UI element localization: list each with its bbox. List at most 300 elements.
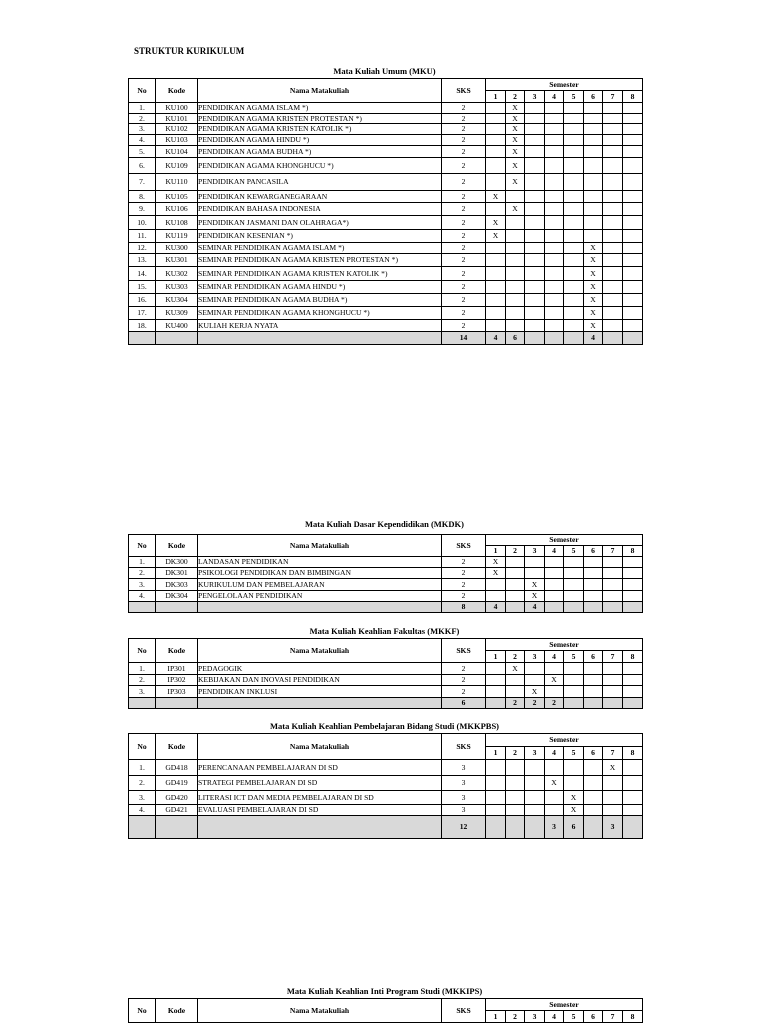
total-semester-5 <box>564 698 584 709</box>
table-row <box>129 663 643 675</box>
curriculum-table <box>128 638 643 709</box>
semester-cell-4 <box>545 557 564 568</box>
semester-header: Semester <box>486 734 643 747</box>
semester-header: Semester <box>486 79 643 91</box>
total-blank <box>156 602 198 613</box>
row-no: 2. <box>129 776 156 791</box>
total-semester-4: 3 <box>545 816 564 839</box>
semester-number-3: 3 <box>525 1011 545 1023</box>
semester-cell-1 <box>486 281 506 294</box>
row-kode: KU304 <box>156 294 198 307</box>
row-kode: IP302 <box>156 675 198 686</box>
semester-cell-4 <box>545 294 564 307</box>
semester-cell-3 <box>525 103 545 114</box>
row-no: 3. <box>129 124 156 135</box>
total-semester-2: 6 <box>506 332 525 345</box>
row-sks: 3 <box>442 791 486 805</box>
total-semester-1 <box>486 816 506 839</box>
semester-number-7: 7 <box>603 1011 623 1023</box>
semester-cell-4 <box>545 146 564 158</box>
total-row <box>129 602 643 613</box>
semester-cell-7 <box>603 791 623 805</box>
semester-mark: X <box>584 267 603 281</box>
row-nama: PENGELOLAAN PENDIDIKAN <box>198 591 442 602</box>
row-kode: KU110 <box>156 174 198 191</box>
semester-cell-6 <box>584 135 603 146</box>
table-row <box>129 216 643 230</box>
semester-cell-8 <box>623 146 643 158</box>
semester-number-1: 1 <box>486 651 506 663</box>
row-nama: KULIAH KERJA NYATA <box>198 320 442 332</box>
semester-cell-7 <box>603 281 623 294</box>
row-sks: 2 <box>442 686 486 698</box>
semester-cell-6 <box>584 663 603 675</box>
semester-number-4: 4 <box>545 1011 564 1023</box>
table-row <box>129 191 643 203</box>
row-kode: DK304 <box>156 591 198 602</box>
semester-cell-7 <box>603 805 623 816</box>
row-nama: PENDIDIKAN INKLUSI <box>198 686 442 698</box>
semester-cell-2 <box>506 675 525 686</box>
semester-cell-3 <box>525 281 545 294</box>
sks-header: SKS <box>442 535 486 557</box>
row-no: 2. <box>129 568 156 579</box>
semester-cell-1 <box>486 203 506 216</box>
semester-cell-8 <box>623 135 643 146</box>
table-row <box>129 230 643 243</box>
semester-cell-4 <box>545 281 564 294</box>
semester-mark: X <box>584 294 603 307</box>
table-row <box>129 805 643 816</box>
semester-number-7: 7 <box>603 91 623 103</box>
semester-cell-2 <box>506 557 525 568</box>
semester-cell-4 <box>545 124 564 135</box>
total-sks: 12 <box>442 816 486 839</box>
semester-number-3: 3 <box>525 546 545 557</box>
semester-cell-6 <box>584 760 603 776</box>
semester-cell-4 <box>545 307 564 320</box>
semester-cell-8 <box>623 591 643 602</box>
semester-mark: X <box>525 591 545 602</box>
semester-cell-1 <box>486 760 506 776</box>
header-row <box>129 639 643 651</box>
semester-cell-7 <box>603 663 623 675</box>
row-nama: SEMINAR PENDIDIKAN AGAMA KRISTEN KATOLIK *) <box>198 267 442 281</box>
table-row <box>129 320 643 332</box>
semester-cell-3 <box>525 320 545 332</box>
semester-cell-8 <box>623 124 643 135</box>
row-kode: IP303 <box>156 686 198 698</box>
row-sks: 2 <box>442 281 486 294</box>
semester-mark: X <box>506 663 525 675</box>
semester-cell-6 <box>584 203 603 216</box>
semester-cell-8 <box>623 243 643 254</box>
semester-cell-8 <box>623 174 643 191</box>
semester-cell-8 <box>623 675 643 686</box>
semester-cell-2 <box>506 776 525 791</box>
semester-cell-5 <box>564 294 584 307</box>
semester-mark: X <box>506 124 525 135</box>
semester-cell-2 <box>506 760 525 776</box>
no-header: No <box>129 999 156 1023</box>
semester-cell-1 <box>486 791 506 805</box>
total-blank <box>198 698 442 709</box>
row-kode: DK303 <box>156 579 198 591</box>
semester-cell-2 <box>506 579 525 591</box>
total-semester-8 <box>623 816 643 839</box>
table-row <box>129 243 643 254</box>
row-sks: 2 <box>442 254 486 267</box>
semester-number-4: 4 <box>545 747 564 760</box>
curriculum-table <box>128 78 643 345</box>
sks-header: SKS <box>442 999 486 1023</box>
row-no: 4. <box>129 135 156 146</box>
semester-cell-7 <box>603 243 623 254</box>
semester-cell-5 <box>564 124 584 135</box>
semester-cell-6 <box>584 805 603 816</box>
semester-cell-2 <box>506 568 525 579</box>
row-kode: KU100 <box>156 103 198 114</box>
semester-mark: X <box>525 579 545 591</box>
semester-cell-1 <box>486 307 506 320</box>
row-nama: PENDIDIKAN KESENIAN *) <box>198 230 442 243</box>
semester-cell-8 <box>623 254 643 267</box>
semester-mark: X <box>486 191 506 203</box>
semester-cell-5 <box>564 267 584 281</box>
row-nama: SEMINAR PENDIDIKAN AGAMA ISLAM *) <box>198 243 442 254</box>
row-kode: KU309 <box>156 307 198 320</box>
semester-mark: X <box>506 103 525 114</box>
semester-cell-2 <box>506 591 525 602</box>
semester-cell-6 <box>584 557 603 568</box>
semester-cell-3 <box>525 203 545 216</box>
semester-cell-3 <box>525 791 545 805</box>
row-kode: GD419 <box>156 776 198 791</box>
semester-cell-5 <box>564 203 584 216</box>
total-semester-4 <box>545 332 564 345</box>
semester-mark: X <box>506 203 525 216</box>
row-no: 10. <box>129 216 156 230</box>
row-kode: KU303 <box>156 281 198 294</box>
row-no: 2. <box>129 114 156 124</box>
total-semester-7 <box>603 698 623 709</box>
semester-cell-4 <box>545 216 564 230</box>
semester-cell-5 <box>564 675 584 686</box>
curriculum-table <box>128 998 643 1023</box>
row-sks: 3 <box>442 805 486 816</box>
semester-cell-4 <box>545 760 564 776</box>
semester-cell-6 <box>584 146 603 158</box>
total-blank <box>156 332 198 345</box>
semester-mark: X <box>584 307 603 320</box>
semester-mark: X <box>545 776 564 791</box>
semester-cell-2 <box>506 191 525 203</box>
table-row <box>129 557 643 568</box>
total-semester-5 <box>564 602 584 613</box>
total-semester-6: 4 <box>584 332 603 345</box>
semester-number-7: 7 <box>603 546 623 557</box>
semester-cell-1 <box>486 103 506 114</box>
total-semester-2 <box>506 602 525 613</box>
semester-number-3: 3 <box>525 91 545 103</box>
semester-cell-4 <box>545 568 564 579</box>
semester-cell-7 <box>603 216 623 230</box>
semester-mark: X <box>545 675 564 686</box>
semester-cell-2 <box>506 805 525 816</box>
row-no: 3. <box>129 686 156 698</box>
semester-mark: X <box>486 216 506 230</box>
row-no: 1. <box>129 103 156 114</box>
semester-cell-6 <box>584 124 603 135</box>
semester-cell-1 <box>486 294 506 307</box>
row-no: 13. <box>129 254 156 267</box>
row-no: 3. <box>129 579 156 591</box>
semester-cell-5 <box>564 307 584 320</box>
semester-cell-8 <box>623 158 643 174</box>
table-row <box>129 686 643 698</box>
semester-mark: X <box>506 174 525 191</box>
semester-cell-4 <box>545 320 564 332</box>
semester-cell-8 <box>623 663 643 675</box>
table-row <box>129 675 643 686</box>
semester-number-8: 8 <box>623 651 643 663</box>
semester-header: Semester <box>486 999 643 1011</box>
semester-cell-5 <box>564 174 584 191</box>
semester-cell-3 <box>525 114 545 124</box>
semester-cell-3 <box>525 805 545 816</box>
row-nama: SEMINAR PENDIDIKAN AGAMA BUDHA *) <box>198 294 442 307</box>
semester-cell-7 <box>603 320 623 332</box>
semester-mark: X <box>603 760 623 776</box>
total-blank <box>198 332 442 345</box>
total-blank <box>198 602 442 613</box>
row-nama: PENDIDIKAN AGAMA ISLAM *) <box>198 103 442 114</box>
semester-cell-7 <box>603 230 623 243</box>
semester-cell-3 <box>525 568 545 579</box>
table-row <box>129 103 643 114</box>
semester-cell-5 <box>564 216 584 230</box>
no-header: No <box>129 535 156 557</box>
semester-cell-7 <box>603 191 623 203</box>
total-semester-1: 4 <box>486 332 506 345</box>
semester-cell-5 <box>564 146 584 158</box>
kode-header: Kode <box>156 535 198 557</box>
total-semester-6 <box>584 698 603 709</box>
semester-cell-7 <box>603 307 623 320</box>
row-kode: KU106 <box>156 203 198 216</box>
semester-number-6: 6 <box>584 546 603 557</box>
sks-header: SKS <box>442 734 486 760</box>
row-no: 1. <box>129 557 156 568</box>
semester-cell-5 <box>564 320 584 332</box>
row-nama: PEDAGOGIK <box>198 663 442 675</box>
semester-cell-8 <box>623 103 643 114</box>
row-nama: PENDIDIKAN KEWARGANEGARAAN <box>198 191 442 203</box>
kode-header: Kode <box>156 999 198 1023</box>
table-row <box>129 135 643 146</box>
table-row <box>129 776 643 791</box>
semester-number-5: 5 <box>564 91 584 103</box>
semester-cell-1 <box>486 254 506 267</box>
semester-cell-5 <box>564 114 584 124</box>
semester-number-1: 1 <box>486 1011 506 1023</box>
semester-cell-6 <box>584 776 603 791</box>
section-title: Mata Kuliah Umum (MKU) <box>333 66 436 76</box>
semester-number-5: 5 <box>564 651 584 663</box>
row-kode: KU119 <box>156 230 198 243</box>
semester-cell-5 <box>564 103 584 114</box>
semester-cell-8 <box>623 568 643 579</box>
semester-cell-1 <box>486 663 506 675</box>
row-nama: PENDIDIKAN AGAMA BUDHA *) <box>198 146 442 158</box>
semester-cell-7 <box>603 686 623 698</box>
semester-cell-6 <box>584 158 603 174</box>
total-blank <box>129 816 156 839</box>
row-kode: GD420 <box>156 791 198 805</box>
semester-number-1: 1 <box>486 747 506 760</box>
semester-cell-5 <box>564 230 584 243</box>
semester-cell-4 <box>545 805 564 816</box>
total-semester-7 <box>603 332 623 345</box>
semester-mark: X <box>584 281 603 294</box>
semester-mark: X <box>564 805 584 816</box>
row-sks: 2 <box>442 103 486 114</box>
total-semester-1 <box>486 698 506 709</box>
semester-number-7: 7 <box>603 651 623 663</box>
table-row <box>129 591 643 602</box>
semester-number-3: 3 <box>525 651 545 663</box>
row-kode: GD421 <box>156 805 198 816</box>
semester-cell-4 <box>545 663 564 675</box>
table-row <box>129 146 643 158</box>
semester-cell-4 <box>545 591 564 602</box>
semester-cell-8 <box>623 216 643 230</box>
semester-cell-7 <box>603 124 623 135</box>
semester-cell-2 <box>506 307 525 320</box>
row-no: 12. <box>129 243 156 254</box>
row-no: 7. <box>129 174 156 191</box>
semester-cell-4 <box>545 203 564 216</box>
section-title: Mata Kuliah Keahlian Inti Program Studi (MKKIPS) <box>286 986 483 996</box>
semester-number-2: 2 <box>506 747 525 760</box>
header-row <box>129 734 643 747</box>
curriculum-table <box>128 733 643 839</box>
semester-cell-8 <box>623 267 643 281</box>
semester-cell-3 <box>525 174 545 191</box>
semester-number-5: 5 <box>564 1011 584 1023</box>
semester-cell-8 <box>623 307 643 320</box>
semester-number-2: 2 <box>506 651 525 663</box>
semester-cell-3 <box>525 267 545 281</box>
semester-cell-7 <box>603 103 623 114</box>
semester-cell-3 <box>525 243 545 254</box>
semester-number-2: 2 <box>506 546 525 557</box>
semester-cell-6 <box>584 568 603 579</box>
semester-cell-4 <box>545 267 564 281</box>
semester-cell-7 <box>603 557 623 568</box>
row-nama: PENDIDIKAN AGAMA KRISTEN KATOLIK *) <box>198 124 442 135</box>
total-semester-3: 4 <box>525 602 545 613</box>
semester-cell-7 <box>603 158 623 174</box>
semester-cell-7 <box>603 776 623 791</box>
semester-mark: X <box>486 230 506 243</box>
no-header: No <box>129 639 156 663</box>
nama-header: Nama Matakuliah <box>198 639 442 663</box>
semester-cell-8 <box>623 294 643 307</box>
row-sks: 2 <box>442 203 486 216</box>
row-kode: KU102 <box>156 124 198 135</box>
semester-number-6: 6 <box>584 1011 603 1023</box>
semester-number-1: 1 <box>486 91 506 103</box>
semester-cell-8 <box>623 760 643 776</box>
semester-cell-6 <box>584 579 603 591</box>
semester-cell-7 <box>603 294 623 307</box>
semester-number-5: 5 <box>564 747 584 760</box>
total-semester-3: 2 <box>525 698 545 709</box>
sks-header: SKS <box>442 79 486 103</box>
semester-cell-2 <box>506 267 525 281</box>
semester-cell-1 <box>486 135 506 146</box>
semester-cell-2 <box>506 254 525 267</box>
total-blank <box>198 816 442 839</box>
semester-number-6: 6 <box>584 651 603 663</box>
semester-cell-7 <box>603 267 623 281</box>
row-kode: KU108 <box>156 216 198 230</box>
semester-cell-3 <box>525 216 545 230</box>
table-row <box>129 760 643 776</box>
semester-cell-8 <box>623 320 643 332</box>
semester-cell-4 <box>545 174 564 191</box>
semester-mark: X <box>564 791 584 805</box>
semester-cell-4 <box>545 254 564 267</box>
semester-cell-5 <box>564 591 584 602</box>
row-sks: 2 <box>442 124 486 135</box>
semester-cell-6 <box>584 216 603 230</box>
semester-number-6: 6 <box>584 91 603 103</box>
semester-cell-8 <box>623 191 643 203</box>
semester-cell-5 <box>564 158 584 174</box>
row-kode: KU101 <box>156 114 198 124</box>
semester-mark: X <box>506 135 525 146</box>
row-nama: LANDASAN PENDIDIKAN <box>198 557 442 568</box>
table-row <box>129 294 643 307</box>
table-row <box>129 791 643 805</box>
total-semester-7: 3 <box>603 816 623 839</box>
total-row <box>129 816 643 839</box>
table-row <box>129 158 643 174</box>
semester-number-1: 1 <box>486 546 506 557</box>
semester-cell-5 <box>564 135 584 146</box>
semester-cell-2 <box>506 243 525 254</box>
sks-header: SKS <box>442 639 486 663</box>
table-row <box>129 267 643 281</box>
row-nama: PENDIDIKAN AGAMA KHONGHUCU *) <box>198 158 442 174</box>
semester-number-3: 3 <box>525 747 545 760</box>
semester-cell-8 <box>623 805 643 816</box>
row-nama: KURIKULUM DAN PEMBELAJARAN <box>198 579 442 591</box>
table-row <box>129 174 643 191</box>
row-nama: PENDIDIKAN AGAMA KRISTEN PROTESTAN *) <box>198 114 442 124</box>
row-no: 2. <box>129 675 156 686</box>
total-sks: 6 <box>442 698 486 709</box>
semester-number-8: 8 <box>623 91 643 103</box>
semester-cell-4 <box>545 135 564 146</box>
row-sks: 2 <box>442 135 486 146</box>
total-semester-8 <box>623 698 643 709</box>
semester-cell-6 <box>584 675 603 686</box>
row-no: 17. <box>129 307 156 320</box>
semester-number-7: 7 <box>603 747 623 760</box>
